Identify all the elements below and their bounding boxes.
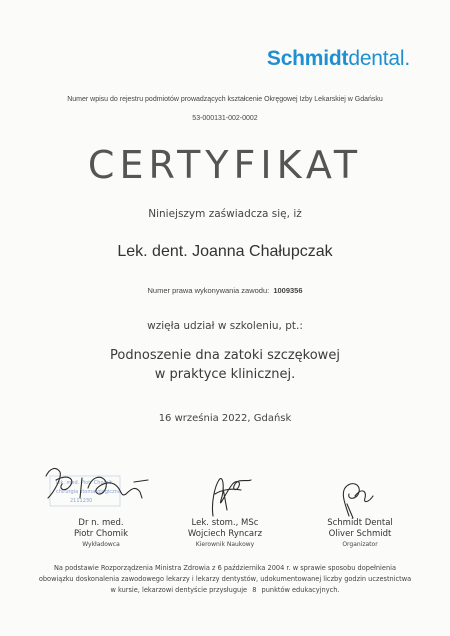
date-place: 16 września 2022, Gdańsk <box>158 413 292 424</box>
footer-line3b: punktów edukacyjnych. <box>261 586 340 594</box>
schmidtdental-logo <box>267 47 410 71</box>
stamp-line1: lek. med. Piotr Chomik <box>56 480 113 486</box>
stamp-line3: 2111230 <box>70 498 93 504</box>
intro-text: Niniejszym zaświadcza się, iż <box>148 208 302 220</box>
lecturer-role: Wykładowca <box>82 541 120 548</box>
scientific-head-signature <box>212 479 251 516</box>
registry-number: 53-000131-002-0002 <box>192 115 258 122</box>
lecturer-degree: Dr n. med. <box>78 518 124 528</box>
lecturer-caption <box>36 518 166 550</box>
licence-value: 1009356 <box>273 286 303 295</box>
legal-footer <box>34 563 416 596</box>
organizer-company: Schmidt Dental <box>327 518 393 528</box>
stamp-line2: chirurgia stomatologiczna <box>56 489 121 495</box>
organizer-caption <box>305 518 415 550</box>
footer-line3a: w kursie, lekarzowi dentyście przysługuje <box>110 586 248 594</box>
scientific-head-signature-wrap <box>175 458 275 520</box>
organizer-signature-wrap <box>305 458 415 520</box>
scientific-head-name: Wojciech Ryncarz <box>187 529 263 539</box>
scientific-head-degree: Lek. stom., MSc <box>191 518 259 528</box>
lecturer-stamp <box>50 476 121 506</box>
course-title-line2: w praktyce klinicznej. <box>154 367 296 382</box>
signature-block-scientific-head <box>175 458 275 553</box>
registry-line: Numer wpisu do rejestru podmiotów prowadzących kształcenie Okręgowej Izby Lekarskiej w Gdańsku <box>67 96 383 103</box>
recipient-name: Lek. dent. Joanna Chałupczak <box>117 243 333 260</box>
logo-bold-part: Schmidt <box>266 47 349 70</box>
licence-number <box>0 286 450 295</box>
organizer-role: Organizator <box>342 541 378 548</box>
signature-block-organizer <box>305 458 415 553</box>
participation-text: wzięła udział w szkoleniu, pt.: <box>147 320 303 332</box>
course-title <box>0 346 450 384</box>
certificate-title: CERTYFIKAT <box>87 143 363 187</box>
scientific-head-caption <box>175 518 275 550</box>
organizer-name: Oliver Schmidt <box>328 529 392 539</box>
licence-label: Numer prawa wykonywania zawodu: <box>147 286 270 295</box>
organizer-signature <box>343 484 373 518</box>
logo-light-part: dental. <box>348 47 410 70</box>
scientific-head-role: Kierownik Naukowy <box>195 541 255 548</box>
lecturer-stamp-and-signature <box>36 458 166 518</box>
footer-points: 8 <box>252 586 257 594</box>
footer-line1: Na podstawie Rozporządzenia Ministra Zdrowia z 6 października 2004 r. w sprawie sposobu dopełnienia <box>53 564 396 572</box>
signature-block-lecturer <box>36 458 166 553</box>
lecturer-name: Piotr Chomik <box>73 529 129 539</box>
course-title-line1: Podnoszenie dna zatoki szczękowej <box>110 348 340 363</box>
footer-line2: obowiązku doskonalenia zawodowego lekarzy i lekarzy dentystów, udokumentowanej liczby godzin uczestnictwa <box>38 575 412 583</box>
